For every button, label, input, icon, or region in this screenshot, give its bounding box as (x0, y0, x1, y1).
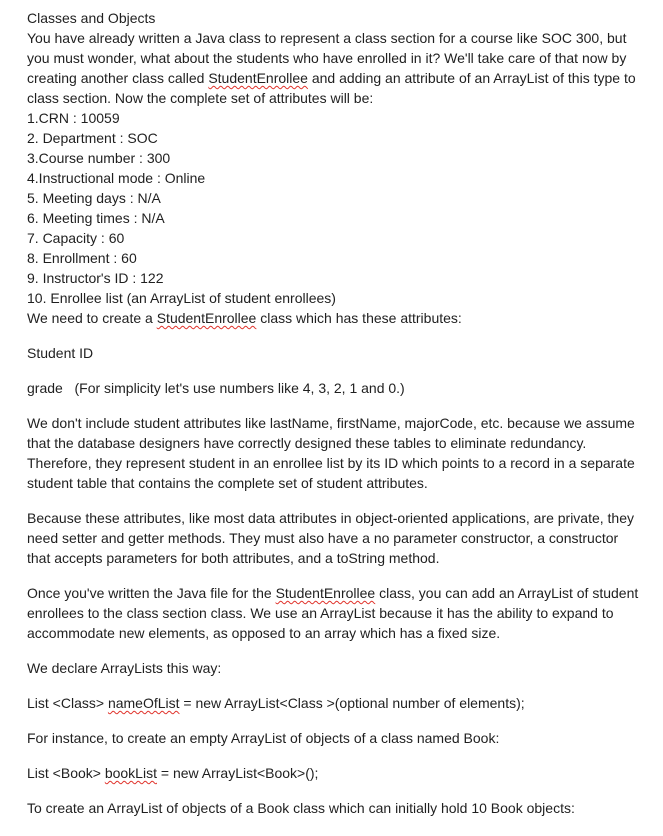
intro-paragraph (27, 28, 643, 108)
code-line-book (27, 763, 643, 783)
attr-2: 2. Department : SOC (27, 130, 158, 146)
doc-title: Classes and Objects (27, 10, 156, 26)
need-text-c: class which has these attributes: (256, 310, 462, 326)
attr-1: 1.CRN : 10059 (27, 110, 120, 126)
intro-text-a: You have already written a Java class to represent a class section for a course like SOC 300, but you must wonder, what about the students who have enrolled in it? We'll take care of that now by creating another class called (27, 30, 627, 86)
arraylist-text-a: Once you've written the Java file for the (27, 585, 276, 601)
create10-line: To create an ArrayList of objects of a Book class which can initially hold 10 Book objects: (27, 800, 575, 816)
code1-var: nameOfList (107, 695, 180, 711)
code2-var: bookList (104, 765, 157, 781)
design-paragraph: We don't include student attributes like lastName, firstName, majorCode, etc. because we assume that the database designers have correctly designed these tables to eliminate redundancy. Therefore, they represent student in an enrollee list by its ID which points to a record in a separate student table that contains the complete set of student attributes. (27, 415, 635, 491)
code-line-generic (27, 693, 643, 713)
need-line (27, 308, 643, 328)
declare-line: We declare ArrayLists this way: (27, 660, 222, 676)
grade-attr: grade (For simplicity let's use numbers like 4, 3, 2, 1 and 0.) (27, 380, 405, 396)
attr-10: 10. Enrollee list (an ArrayList of student enrollees) (27, 290, 336, 306)
code2-c: = new ArrayList<Book>(); (156, 765, 319, 781)
attr-8: 8. Enrollment : 60 (27, 250, 137, 266)
instance-line: For instance, to create an empty ArrayList of objects of a class named Book: (27, 730, 500, 746)
arraylist-paragraph (27, 583, 643, 643)
attr-3: 3.Course number : 300 (27, 150, 171, 166)
need-text-a: We need to create a (27, 310, 157, 326)
code2-a: List <Book> (27, 765, 105, 781)
attr-4: 4.Instructional mode : Online (27, 170, 206, 186)
student-id-attr: Student ID (27, 345, 94, 361)
intro-text-c: and adding an attribute of an ArrayList of this type to class section. Now the complete set of attributes will be: (27, 70, 636, 106)
arraylist-class-name: StudentEnrollee (275, 585, 376, 601)
private-paragraph: Because these attributes, like most data attributes in object-oriented applications, are private, they need setter and getter methods. They must also have a no parameter constructor, a constructor that accepts parameters for both attributes, and a toString method. (27, 510, 635, 566)
code1-a: List <Class> (27, 695, 108, 711)
attr-9: 9. Instructor's ID : 122 (27, 270, 164, 286)
code1-c: = new ArrayList<Class >(optional number of elements); (179, 695, 525, 711)
arraylist-text-c: class, you can add an ArrayList of student enrollees to the class section class. We use an ArrayList because it has the ability to expand to accommodate new elements, as opposed to an array which has a fixed size. (27, 585, 639, 641)
attr-5: 5. Meeting days : N/A (27, 190, 161, 206)
attr-6: 6. Meeting times : N/A (27, 210, 165, 226)
attr-7: 7. Capacity : 60 (27, 230, 125, 246)
need-class-name: StudentEnrollee (156, 310, 257, 326)
intro-class-name: StudentEnrollee (208, 70, 308, 86)
